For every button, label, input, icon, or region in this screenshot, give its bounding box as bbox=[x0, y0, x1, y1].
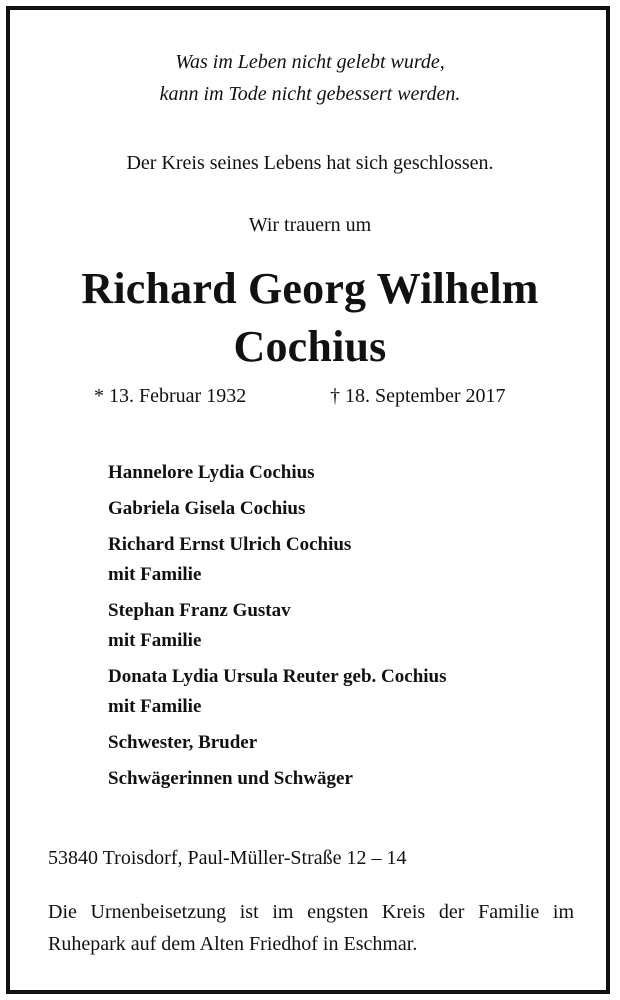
mourners-list bbox=[108, 458, 588, 800]
deceased-name-line-1: Richard Georg Wilhelm bbox=[81, 264, 539, 313]
mourner-name: Richard Ernst Ulrich Cochius bbox=[108, 534, 352, 555]
mourner-entry bbox=[108, 458, 588, 488]
mourner-entry bbox=[108, 662, 588, 722]
mourner-name: Schwester, Bruder bbox=[108, 732, 258, 753]
mourner-name: Gabriela Gisela Cochius bbox=[108, 498, 306, 519]
birth-date: * 13. Februar 1932 bbox=[94, 385, 247, 407]
intro-text: Der Kreis seines Lebens hat sich geschlossen. bbox=[126, 152, 494, 174]
burial-notice: Die Urnenbeisetzung ist im engsten Kreis der Familie im Ruhepark auf dem Alten Friedhof in Eschmar. bbox=[48, 901, 574, 955]
mourner-entry bbox=[108, 494, 588, 524]
mourner-name: Hannelore Lydia Cochius bbox=[108, 462, 315, 483]
mourner-entry bbox=[108, 728, 588, 758]
mourner-name: Stephan Franz Gustav bbox=[108, 600, 291, 621]
mourner-name: Donata Lydia Ursula Reuter geb. Cochius bbox=[108, 666, 447, 687]
mourner-entry bbox=[108, 596, 588, 656]
death-date: † 18. September 2017 bbox=[330, 385, 506, 407]
quote-line-2: kann im Tode nicht gebessert werden. bbox=[159, 83, 461, 105]
quote-line-1: Was im Leben nicht gelebt wurde, bbox=[175, 51, 445, 73]
mourner-entry bbox=[108, 530, 588, 590]
mourner-name: Schwägerinnen und Schwäger bbox=[108, 768, 353, 789]
address: 53840 Troisdorf, Paul-Müller-Straße 12 – 14 bbox=[48, 847, 407, 869]
mourner-family: mit Familie bbox=[108, 696, 202, 717]
mourning-text: Wir trauern um bbox=[248, 214, 372, 236]
mourner-entry bbox=[108, 764, 588, 794]
mourner-family: mit Familie bbox=[108, 564, 202, 585]
mourner-family: mit Familie bbox=[108, 630, 202, 651]
deceased-name-line-2: Cochius bbox=[233, 322, 387, 371]
